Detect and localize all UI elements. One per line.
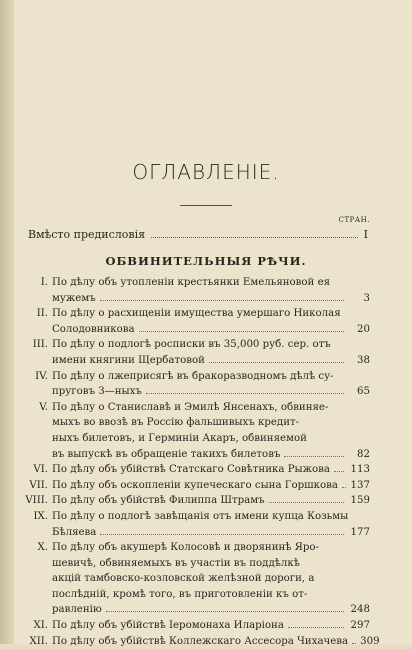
entry-text: мыхъ во ввозѣ въ Россію фальшивыхъ кредит- <box>52 417 300 429</box>
leader-dots <box>269 502 344 503</box>
entry-line <box>18 275 370 291</box>
leader-dots <box>151 237 358 238</box>
leader-dots <box>139 331 344 332</box>
entry-page: 3 <box>363 292 370 304</box>
entry-number: I. <box>40 277 48 288</box>
entry-number: V. <box>39 401 48 413</box>
entry-line <box>18 602 370 618</box>
entry-line <box>18 384 370 400</box>
entry-text: По дѣлу о расхищеніи имущества умершаго Николая <box>52 308 341 320</box>
entry-line <box>18 587 370 603</box>
entry-page: 137 <box>350 479 370 491</box>
preface-page: I <box>363 228 368 241</box>
toc-entry <box>18 400 370 462</box>
entry-line <box>18 571 370 587</box>
entry-page: 82 <box>357 448 370 460</box>
entry-line <box>18 322 370 338</box>
toc-entry <box>18 634 380 649</box>
section-title: ОБВИНИТЕЛЬНЫЯ РѢЧИ. <box>105 254 307 268</box>
toc-entry <box>18 337 370 368</box>
entry-text: По дѣлу о подлогѣ завѣщанія отъ имени купца Козьмы <box>52 510 349 522</box>
entry-page: 177 <box>350 526 370 538</box>
entry-line <box>18 306 370 322</box>
entry-page: 159 <box>350 495 370 507</box>
entry-page: 65 <box>357 386 370 398</box>
leader-dots <box>288 627 344 628</box>
entry-line <box>18 337 370 353</box>
toc-entry <box>18 493 370 509</box>
entry-line <box>18 462 370 478</box>
entry-text: Бѣляева <box>52 526 97 538</box>
entry-line <box>18 447 370 463</box>
leader-dots <box>100 534 344 535</box>
table-of-contents <box>18 275 380 649</box>
toc-entry <box>18 306 370 337</box>
toc-entry <box>18 509 370 540</box>
page-title: ОГЛАВЛЕНІЕ. <box>132 160 280 184</box>
entry-text: По дѣлу объ акушерѣ Колосовѣ и дворянинѣ Яро- <box>52 542 319 554</box>
entry-number: VIII. <box>25 495 48 507</box>
entry-line <box>18 400 370 416</box>
entry-number: IX. <box>33 510 48 522</box>
entry-line <box>18 634 380 649</box>
toc-entry <box>18 275 370 306</box>
entry-text: По дѣлу объ оскопленіи купеческаго сына Горшкова <box>52 479 338 491</box>
entry-line <box>18 525 370 541</box>
page-binding-edge <box>0 0 14 644</box>
entry-number: XII. <box>29 635 48 647</box>
toc-entry <box>18 478 370 494</box>
leader-dots <box>284 456 344 457</box>
entry-text: По дѣлу объ убійствѣ Статскаго Совѣтника Рыжова <box>52 464 330 476</box>
leader-dots <box>146 393 344 394</box>
entry-text: пруговъ З—ныхъ <box>52 386 142 398</box>
entry-line <box>18 509 370 525</box>
entry-text: мужемъ <box>52 292 96 304</box>
entry-text: По дѣлу о Станиславѣ и Эмилѣ Янсенахъ, обвиняе- <box>52 401 329 413</box>
entry-text: По дѣлу объ убійствѣ Іеромонаха Иларіона <box>52 620 284 632</box>
toc-entry <box>18 369 370 400</box>
page-column-label: СТРАН. <box>338 216 370 224</box>
entry-line <box>18 291 370 307</box>
entry-text: въ выпускѣ въ обращеніе такихъ билетовъ <box>52 448 281 460</box>
toc-entry <box>18 618 370 634</box>
leader-dots <box>209 362 344 363</box>
entry-page: 113 <box>350 464 370 476</box>
leader-dots <box>342 487 346 488</box>
entry-number: VII. <box>29 479 48 491</box>
entry-line <box>18 493 370 509</box>
entry-text: По дѣлу объ утопленіи крестьянки Емельяновой ея <box>52 277 331 288</box>
entry-line <box>18 556 370 572</box>
entry-page: 248 <box>350 604 370 616</box>
preface-entry <box>28 228 368 241</box>
entry-text: равленію <box>52 604 102 616</box>
leader-dots <box>106 611 344 612</box>
entry-page: 297 <box>350 620 370 632</box>
entry-number: XI. <box>33 620 48 632</box>
entry-number: IV. <box>35 370 48 382</box>
entry-text: По дѣлу объ убійствѣ Филиппа Штрамъ <box>52 495 265 507</box>
entry-line <box>18 618 370 634</box>
leader-dots <box>334 471 344 472</box>
entry-text: По дѣлу о лжеприсягѣ въ бракоразводномъ дѣлѣ су- <box>52 370 334 382</box>
entry-text: имени княгини Щербатовой <box>52 354 205 366</box>
entry-page: 309 <box>360 635 380 647</box>
entry-line <box>18 431 370 447</box>
title-divider <box>180 205 232 206</box>
entry-line <box>18 415 370 431</box>
entry-number: III. <box>32 339 48 351</box>
entry-number: VI. <box>33 464 48 476</box>
toc-entry <box>18 540 370 618</box>
toc-entry <box>18 462 370 478</box>
entry-text: Солодовникова <box>52 323 135 335</box>
entry-line <box>18 369 370 385</box>
entry-line <box>18 478 370 494</box>
preface-text: Вмѣсто предисловія <box>28 228 146 241</box>
entry-line <box>18 353 370 369</box>
entry-line <box>18 540 370 556</box>
entry-text: По дѣлу объ убійствѣ Коллежскаго Ассесора Чихачева <box>52 635 349 647</box>
entry-text: шевичѣ, обвиняемыхъ въ участіи въ поддѣлкѣ <box>52 557 300 569</box>
entry-text: акцій тамбовско-козловской желѣзной дороги, а <box>52 573 315 585</box>
entry-number: II. <box>36 308 48 320</box>
entry-number: X. <box>37 542 48 554</box>
entry-text: послѣдній, кромѣ того, въ приготовленіи къ от- <box>52 588 308 600</box>
entry-text: ныхъ билетовъ, и Герминіи Акаръ, обвиняемой <box>52 432 307 444</box>
entry-text: По дѣлу о подлогѣ росписки въ 35,000 руб. сер. отъ <box>52 339 331 351</box>
leader-dots <box>100 300 344 301</box>
entry-page: 38 <box>357 354 370 366</box>
entry-page: 20 <box>357 323 370 335</box>
